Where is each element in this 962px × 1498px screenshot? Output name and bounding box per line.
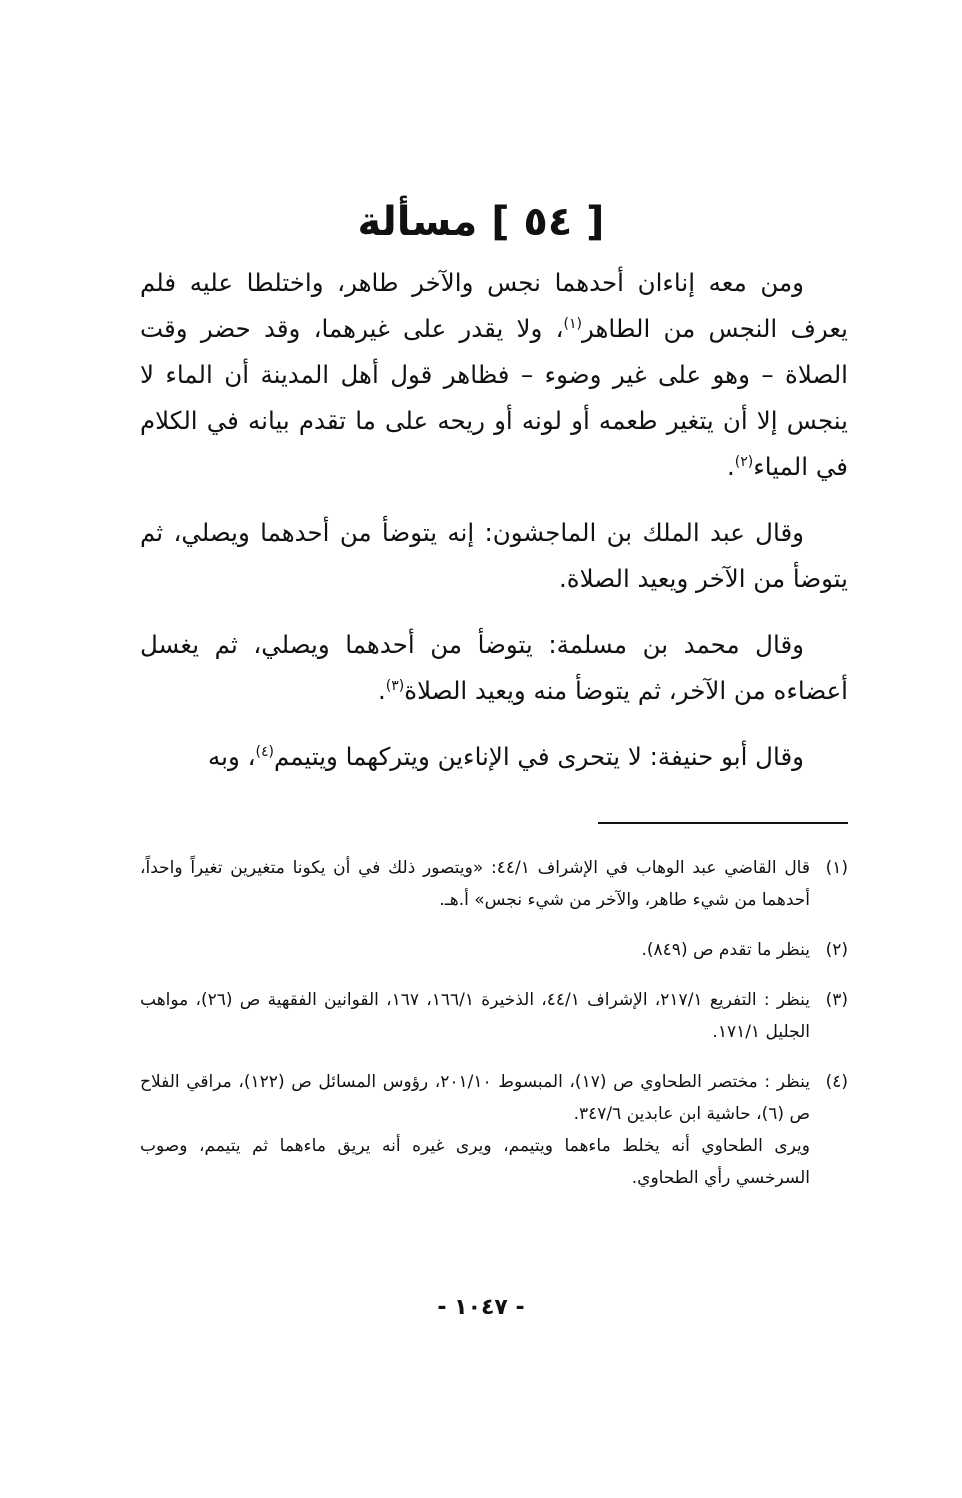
page-number: - ١٠٤٧ - xyxy=(437,1295,525,1320)
paragraph-4-text-a: وقال أبو حنيفة: لا يتحرى في الإناءين ويتركهما ويتيمم xyxy=(273,742,804,771)
section-heading: [ ٥٤ ] مسألة xyxy=(357,199,605,245)
footnotes xyxy=(140,852,848,1212)
footnote-3-body xyxy=(140,984,810,1048)
footnote-1-number: (١) xyxy=(825,858,848,878)
footnote-ref-4[interactable]: (٤) xyxy=(255,743,274,760)
paragraph-3-text-b: . xyxy=(377,676,386,705)
footnote-1-body xyxy=(140,852,810,916)
footnote-3 xyxy=(140,984,848,1048)
footnote-2-line-1: ينظر ما تقدم ص (٨٤٩). xyxy=(641,940,810,960)
paragraph-3 xyxy=(140,622,848,714)
footnote-1 xyxy=(140,852,848,916)
paragraph-4-text-b: ، وبه xyxy=(208,742,256,771)
footnote-4 xyxy=(140,1066,848,1194)
paragraph-2: وقال عبد الملك بن الماجشون: إنه يتوضأ من أحدهما ويصلي، ثم يتوضأ من الآخر ويعيد الصلاة. xyxy=(140,518,848,593)
paragraph-1-text-a: ومن معه إناءان أحدهما نجس والآخر طاهر، واختلطا عليه فلم يعرف النجس من الطاهر xyxy=(140,268,849,343)
footnote-3-number: (٣) xyxy=(825,990,848,1010)
paragraph-1-text-c: . xyxy=(727,452,735,481)
main-text xyxy=(140,260,848,780)
footnote-ref-3[interactable]: (٣) xyxy=(385,677,405,694)
footnote-4-body xyxy=(140,1066,810,1194)
paragraph-1 xyxy=(140,260,848,490)
footnote-4-number: (٤) xyxy=(825,1072,848,1092)
footnote-2 xyxy=(140,934,848,966)
paragraph-3-text-a: وقال محمد بن مسلمة: يتوضأ من أحدهما ويصلي، ثم يغسل أعضاءه من الآخر، ثم يتوضأ منه ويعيد الصلاة xyxy=(140,630,848,705)
footnote-2-body xyxy=(140,934,810,966)
footnote-ref-2[interactable]: (٢) xyxy=(734,453,754,470)
footnote-2-number: (٢) xyxy=(825,940,848,960)
footnote-ref-1[interactable]: (١) xyxy=(563,315,582,332)
footnote-4-line-1: ينظر : مختصر الطحاوي ص (١٧)، المبسوط ٢٠١/١٠، رؤوس المسائل ص (١٢٢)، مراقي الفلاح ص (٦)، حاشية ابن عابدين ٣٤٧/٦. xyxy=(140,1072,810,1124)
footnote-1-line-1: قال القاضي عبد الوهاب في الإشراف ٤٤/١: «ويتصور ذلك في أن يكونا متغيرين تغيراً واحداً، أحدهما من شيء طاهر، والآخر من شيء نجس» أ.هـ. xyxy=(140,858,810,910)
footnote-4-line-2: ويرى الطحاوي أنه يخلط ماءهما ويتيمم، ويرى غيره أنه يريق ماءهما ثم يتيمم، وصوب السرخسي رأي الطحاوي. xyxy=(140,1136,810,1188)
paragraph-1-text-b: ، ولا يقدر على غيرهما، وقد حضر وقت الصلاة – وهو على غير وضوء – فظاهر قول أهل المدينة أن الماء لا ينجس إلا أن يتغير طعمه أو لونه أو ريحه على ما تقدم بيانه في الكلام في المياء xyxy=(140,314,848,481)
footnote-separator xyxy=(598,822,848,824)
footnote-3-line-1: ينظر : التفريع ٢١٧/١، الإشراف ٤٤/١، الذخيرة ١٦٦/١، ١٦٧، القوانين الفقهية ص (٢٦)، مواهب الجليل ١٧١/١. xyxy=(140,990,811,1042)
paragraph-4 xyxy=(140,734,848,780)
